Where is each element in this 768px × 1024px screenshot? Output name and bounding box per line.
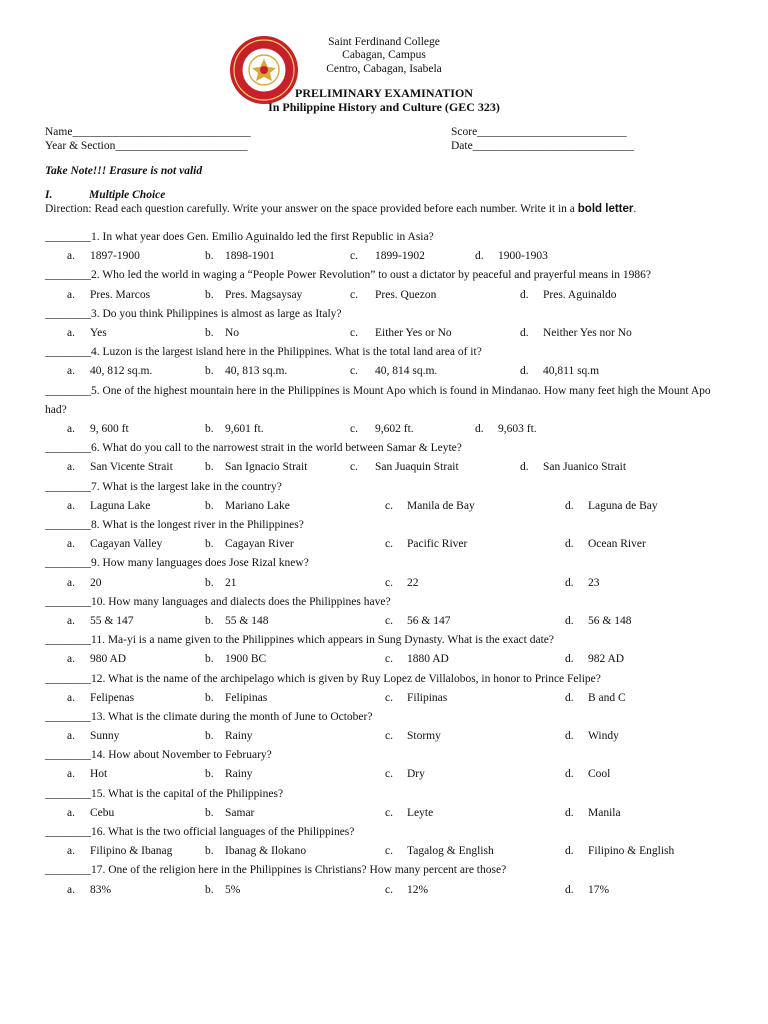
option-text: 17%	[588, 883, 610, 896]
option-letter: d.	[520, 365, 529, 378]
option-letter: b.	[205, 653, 214, 666]
option-row	[45, 286, 725, 305]
question-item	[45, 228, 725, 266]
option-letter: b.	[205, 538, 214, 551]
question-text: ________4. Luzon is the largest island here in the Philippines. What is the total land area of it?	[45, 346, 482, 359]
question-text: ________17. One of the religion here in the Philippines is Christians? How many percent are those?	[45, 864, 507, 877]
option-text: Laguna Lake	[90, 499, 151, 512]
option-text: 21	[225, 576, 237, 589]
option-letter: c.	[350, 422, 358, 435]
option-letter: c.	[350, 365, 358, 378]
option-row	[45, 535, 725, 554]
question-item	[45, 746, 725, 784]
option-text: Pres. Marcos	[90, 288, 151, 301]
option-text: Filipino & Ibanag	[90, 845, 173, 858]
option-text: 9,602 ft.	[375, 422, 414, 435]
option-row	[45, 324, 725, 343]
option-letter: d.	[565, 691, 574, 704]
direction-bold-text: bold letter	[577, 203, 634, 215]
option-letter: a.	[67, 883, 75, 896]
option-letter: b.	[205, 326, 214, 339]
option-row	[45, 804, 725, 823]
option-text: 20	[90, 576, 102, 589]
option-letter: b.	[205, 422, 214, 435]
option-row	[45, 689, 725, 708]
option-letter: a.	[67, 845, 75, 858]
option-letter: c.	[385, 845, 393, 858]
option-row	[45, 727, 725, 746]
option-letter: d.	[565, 730, 574, 743]
option-letter: c.	[350, 288, 358, 301]
option-letter: d.	[565, 806, 574, 819]
option-letter: b.	[205, 730, 214, 743]
school-name: Saint Ferdinand College	[328, 36, 440, 48]
option-letter: c.	[385, 499, 393, 512]
school-info	[298, 36, 470, 76]
option-text: Cebu	[90, 806, 115, 819]
option-text: Pres. Quezon	[375, 288, 437, 301]
option-text: 1900-1903	[498, 250, 548, 263]
option-row	[45, 881, 725, 900]
option-text: 1900 BC	[225, 653, 267, 666]
option-letter: d.	[565, 538, 574, 551]
option-letter: a.	[67, 730, 75, 743]
option-text: Filipinas	[407, 691, 448, 704]
section-direction	[45, 203, 725, 216]
option-letter: d.	[565, 845, 574, 858]
question-list	[45, 228, 725, 900]
direction-end: .	[633, 203, 637, 215]
option-text: No	[225, 326, 240, 339]
question-text: ________1. In what year does Gen. Emilio Aguinaldo led the first Republic in Asia?	[45, 231, 434, 243]
option-text: 9, 600 ft	[90, 422, 129, 435]
section-number: I.	[45, 189, 53, 201]
exam-title-block	[0, 87, 768, 114]
question-text: ________8. What is the longest river in the Philippines?	[45, 518, 304, 531]
question-text: ________13. What is the climate during the month of June to October?	[45, 710, 373, 723]
date-field[interactable]: Date____________________________	[451, 140, 634, 152]
option-text: Pres. Magsaysay	[225, 288, 303, 301]
option-letter: d.	[520, 326, 529, 339]
option-letter: d.	[520, 461, 529, 474]
option-text: 83%	[90, 883, 112, 896]
option-letter: b.	[205, 845, 214, 858]
question-text: ________16. What is the two official languages of the Philippines?	[45, 826, 355, 839]
option-letter: a.	[67, 691, 75, 704]
option-text: 40,811 sq.m	[543, 365, 600, 378]
option-letter: b.	[205, 883, 214, 896]
option-text: 22	[407, 576, 419, 589]
option-letter: c.	[385, 883, 393, 896]
option-letter: d.	[565, 883, 574, 896]
score-field[interactable]: Score__________________________	[451, 126, 627, 138]
option-letter: a.	[67, 653, 75, 666]
erasure-note: Take Note!!! Erasure is not valid	[45, 165, 203, 177]
option-text: 1897-1900	[90, 250, 140, 263]
option-row	[45, 612, 725, 631]
option-text: 1898-1901	[225, 250, 275, 263]
option-letter: a.	[67, 250, 75, 263]
option-letter: c.	[350, 326, 358, 339]
option-text: 980 AD	[90, 653, 127, 666]
option-letter: b.	[205, 365, 214, 378]
option-letter: a.	[67, 365, 75, 378]
option-text: Pacific River	[407, 538, 468, 551]
option-text: 9,603 ft.	[498, 422, 537, 435]
direction-text: Direction: Read each question carefully. Write your answer on the space provided before each number. Write it in a	[45, 203, 575, 215]
option-text: 56 & 148	[588, 614, 632, 627]
question-item	[45, 631, 725, 669]
option-letter: b.	[205, 499, 214, 512]
option-letter: b.	[205, 614, 214, 627]
question-text: ________9. How many languages does Jose Rizal knew?	[45, 557, 309, 570]
option-letter: c.	[350, 461, 358, 474]
question-item	[45, 785, 725, 823]
option-text: 23	[588, 576, 600, 589]
question-text: ________7. What is the largest lake in the country?	[45, 480, 282, 493]
option-letter: a.	[67, 806, 75, 819]
option-letter: a.	[67, 326, 75, 339]
option-text: Felipenas	[90, 691, 135, 704]
option-letter: c.	[385, 653, 393, 666]
question-item	[45, 670, 725, 708]
option-row	[45, 765, 725, 784]
option-text: Felipinas	[225, 691, 268, 704]
option-letter: a.	[67, 768, 75, 781]
question-text: ________5. One of the highest mountain here in the Philippines is Mount Apo which is found in Mindanao. How many feet high the Mount Apo had?	[45, 384, 711, 416]
option-text: Ocean River	[588, 538, 646, 551]
option-letter: d.	[475, 422, 484, 435]
option-letter: b.	[205, 250, 214, 263]
option-row	[45, 420, 725, 439]
option-letter: b.	[205, 288, 214, 301]
question-item	[45, 305, 725, 343]
option-text: Sunny	[90, 730, 120, 743]
question-text: ________12. What is the name of the archipelago which is given by Ruy Lopez de Villalobos, in honor to Prince Felipe?	[45, 672, 601, 685]
option-letter: d.	[565, 768, 574, 781]
option-letter: d.	[565, 499, 574, 512]
option-letter: c.	[350, 250, 358, 263]
question-item	[45, 478, 725, 516]
section-heading	[45, 189, 165, 201]
option-row	[45, 497, 725, 516]
option-text: Tagalog & English	[407, 845, 494, 858]
option-letter: d.	[565, 614, 574, 627]
question-text: ________10. How many languages and dialects does the Philippines have?	[45, 595, 391, 608]
option-row	[45, 247, 725, 266]
campus-name: Cabagan, Campus	[342, 49, 426, 62]
option-row	[45, 650, 725, 669]
option-text: 1880 AD	[407, 653, 449, 666]
option-text: Windy	[588, 730, 619, 743]
question-text: ________3. Do you think Philippines is almost as large as Italy?	[45, 307, 342, 320]
question-item	[45, 382, 725, 440]
question-item	[45, 554, 725, 592]
option-text: Filipino & English	[588, 845, 675, 858]
question-item	[45, 593, 725, 631]
option-letter: a.	[67, 614, 75, 627]
option-text: Stormy	[407, 730, 441, 743]
option-row	[45, 362, 725, 381]
question-text: ________11. Ma-yi is a name given to the Philippines which appears in Sung Dynasty. What is the exact date?	[45, 634, 554, 647]
option-row	[45, 842, 725, 861]
option-text: Rainy	[225, 768, 253, 781]
question-item	[45, 439, 725, 477]
option-letter: c.	[385, 691, 393, 704]
option-text: 5%	[225, 883, 241, 896]
option-text: San Juaquin Strait	[375, 461, 459, 474]
option-text: San Juanico Strait	[543, 461, 627, 474]
question-item	[45, 708, 725, 746]
option-letter: b.	[205, 691, 214, 704]
option-letter: a.	[67, 538, 75, 551]
option-text: Laguna de Bay	[588, 499, 658, 512]
option-text: 55 & 147	[90, 614, 134, 627]
option-letter: d.	[565, 653, 574, 666]
question-text: ________2. Who led the world in waging a “People Power Revolution” to oust a dictator by peaceful and prayerful means in 1986?	[45, 269, 651, 282]
option-text: Neither Yes nor No	[543, 326, 632, 339]
option-text: Rainy	[225, 730, 253, 743]
option-letter: a.	[67, 499, 75, 512]
exam-subject: In Philippine History and Culture (GEC 323)	[268, 99, 500, 114]
question-item	[45, 861, 725, 899]
option-text: Cagayan River	[225, 538, 294, 551]
option-text: Manila de Bay	[407, 499, 475, 512]
option-text: Pres. Aguinaldo	[543, 288, 617, 301]
option-letter: a.	[67, 288, 75, 301]
option-letter: c.	[385, 730, 393, 743]
option-text: Ibanag & Ilokano	[225, 845, 307, 858]
question-item	[45, 266, 725, 304]
option-letter: b.	[205, 461, 214, 474]
option-text: Cool	[588, 768, 611, 781]
option-letter: c.	[385, 768, 393, 781]
option-row	[45, 458, 725, 477]
school-address: Centro, Cabagan, Isabela	[326, 62, 442, 75]
year-section-field[interactable]: Year & Section_______________________	[45, 140, 248, 152]
option-text: Hot	[90, 768, 108, 781]
option-text: 40, 813 sq.m.	[225, 365, 288, 378]
option-letter: d.	[475, 250, 484, 263]
question-item	[45, 343, 725, 381]
option-letter: a.	[67, 576, 75, 589]
option-letter: b.	[205, 768, 214, 781]
exam-title: PRELIMINARY EXAMINATION	[295, 86, 473, 100]
option-letter: c.	[385, 576, 393, 589]
option-text: Mariano Lake	[225, 499, 290, 512]
question-text: ________6. What do you call to the narrowest strait in the world between Samar & Leyte?	[45, 442, 462, 455]
option-text: 982 AD	[588, 653, 625, 666]
option-letter: b.	[205, 806, 214, 819]
option-text: Either Yes or No	[375, 326, 452, 339]
option-text: San Ignacio Strait	[225, 461, 308, 474]
option-text: San Vicente Strait	[90, 461, 173, 474]
option-text: 56 & 147	[407, 614, 451, 627]
option-text: 55 & 148	[225, 614, 269, 627]
option-text: B and C	[588, 691, 626, 704]
option-text: Manila	[588, 806, 621, 819]
option-text: 9,601 ft.	[225, 422, 264, 435]
option-letter: d.	[520, 288, 529, 301]
question-text: ________15. What is the capital of the Philippines?	[45, 787, 284, 800]
option-text: Leyte	[407, 806, 434, 819]
option-text: 40, 812 sq.m.	[90, 365, 153, 378]
option-text: 40, 814 sq.m.	[375, 365, 438, 378]
question-item	[45, 823, 725, 861]
option-text: 12%	[407, 883, 429, 896]
option-text: Samar	[225, 806, 255, 819]
option-letter: a.	[67, 422, 75, 435]
option-text: Yes	[90, 326, 107, 339]
option-letter: c.	[385, 538, 393, 551]
question-item	[45, 516, 725, 554]
name-field[interactable]: Name_______________________________	[45, 126, 251, 138]
option-letter: c.	[385, 614, 393, 627]
option-letter: d.	[565, 576, 574, 589]
option-row	[45, 574, 725, 593]
option-letter: a.	[67, 461, 75, 474]
section-title: Multiple Choice	[89, 189, 166, 201]
option-text: 1899-1902	[375, 250, 425, 263]
option-letter: c.	[385, 806, 393, 819]
option-text: Cagayan Valley	[90, 538, 163, 551]
option-letter: b.	[205, 576, 214, 589]
option-text: Dry	[407, 768, 425, 781]
question-text: ________14. How about November to February?	[45, 749, 272, 762]
